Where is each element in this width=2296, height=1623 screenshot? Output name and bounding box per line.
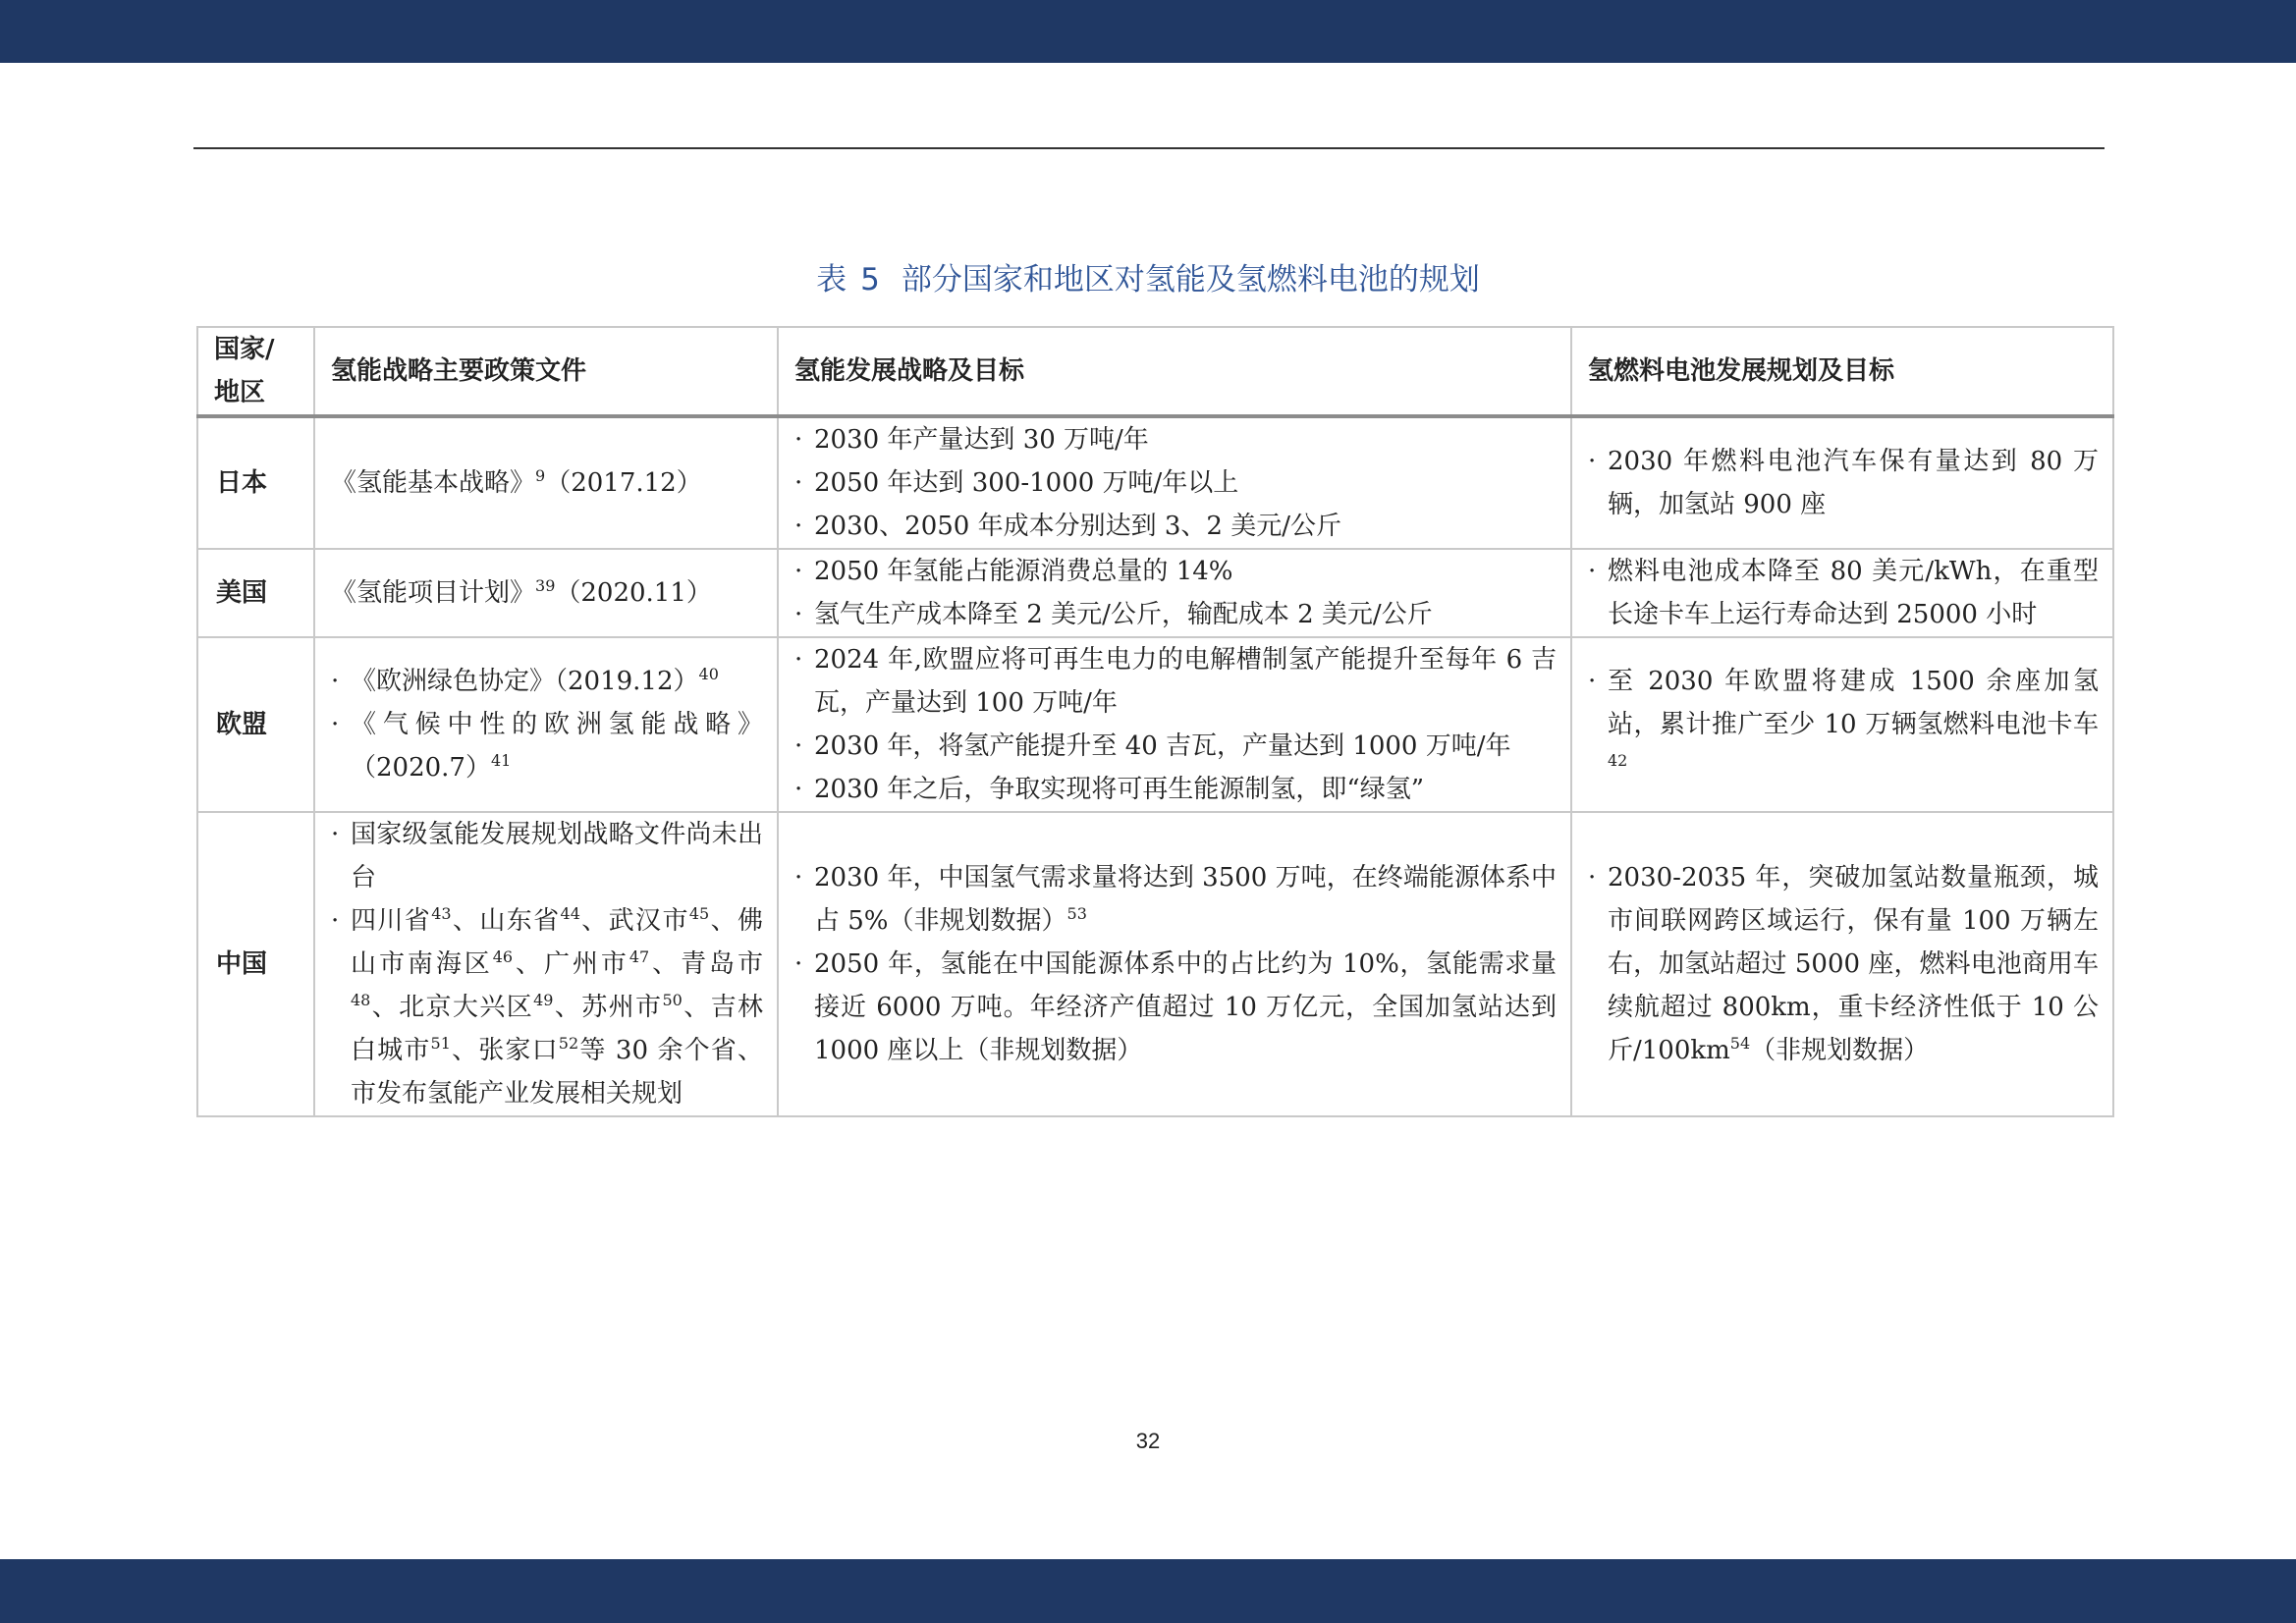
strategy-item: · 2024 年,欧盟应将可再生电力的电解槽制氢产能提升至每年 6 吉瓦，产量达到 100 万吨/年: [794, 638, 1557, 725]
policy-eu-1-text: 《欧洲绿色协定》（2019.12）: [351, 667, 699, 696]
country-japan: 日本: [197, 416, 314, 549]
strategy-item: · 2050 年达到 300-1000 万吨/年以上: [794, 461, 1557, 505]
fuel-cell-china: [1571, 812, 2113, 1116]
policy-china-ref: 49: [533, 991, 554, 1009]
header-fuel-cell: 氢燃料电池发展规划及目标: [1571, 327, 2113, 416]
policy-china-ref: 47: [629, 947, 650, 966]
table-header-row: [197, 327, 2113, 416]
strategy-item: · 氢气生产成本降至 2 美元/公斤，输配成本 2 美元/公斤: [794, 593, 1557, 636]
strategy-japan: [778, 416, 1571, 549]
policy-usa: [314, 549, 778, 637]
policy-china-region: 、北京大兴区: [370, 993, 534, 1022]
header-rule: [193, 147, 2105, 149]
fuel-cell-china-tail: （非规划数据）: [1750, 1036, 1930, 1065]
top-color-band: [0, 0, 2296, 63]
strategy-item: · 2030 年，将氢产能提升至 40 吉瓦，产量达到 1000 万吨/年: [794, 725, 1557, 768]
strategy-china-1-text: 2030 年，中国氢气需求量将达到 3500 万吨，在终端能源体系中占 5%（非规划数据）: [814, 863, 1557, 936]
header-strategy: 氢能发展战略及目标: [778, 327, 1571, 416]
policy-china-region: 、吉林白城市: [351, 993, 763, 1065]
policy-japan-text: 《氢能基本战略》: [331, 468, 536, 498]
country-eu: 欧盟: [197, 637, 314, 812]
fuel-cell-eu-ref: 42: [1608, 751, 1628, 770]
strategy-item: · 2030、2050 年成本分别达到 3、2 美元/公斤: [794, 505, 1557, 548]
strategy-item: [794, 856, 1557, 943]
fuel-cell-eu: [1571, 637, 2113, 812]
caption-title: 部分国家和地区对氢能及氢燃料电池的规划: [901, 262, 1480, 298]
policy-usa-date: （2020.11）: [555, 578, 712, 608]
policy-china-region: 、广州市: [513, 949, 629, 979]
policy-china-region: 四川省: [351, 906, 432, 936]
policy-china-region: 、张家口: [450, 1036, 559, 1065]
policy-japan-date: （2017.12）: [545, 468, 702, 498]
policy-china-ref: 50: [662, 991, 683, 1009]
policy-usa-text: 《氢能项目计划》: [331, 578, 536, 608]
policy-china-region: 等 30 余个省、市发布氢能产业发展相关规划: [351, 1036, 763, 1109]
policy-japan: [314, 416, 778, 549]
table-row-usa: [197, 549, 2113, 637]
policy-china-region: 、山东省: [451, 906, 561, 936]
policy-usa-ref: 39: [535, 576, 556, 595]
strategy-item: · 2030 年产量达到 30 万吨/年: [794, 418, 1557, 461]
policy-item: [331, 899, 763, 1115]
header-country-line2: 地区: [214, 378, 266, 407]
strategy-china: [778, 812, 1571, 1116]
policy-eu-2-text: 《气候中性的欧洲氢能战略》（2020.7）: [351, 710, 763, 783]
policy-china: [314, 812, 778, 1116]
strategy-item: · 2050 年，氢能在中国能源体系中的占比约为 10%，氢能需求量接近 6000 万吨。年经济产值超过 10 万亿元，全国加氢站达到 1000 座以上（非规划数据）: [794, 943, 1557, 1072]
fuel-cell-china-text: 2030-2035 年，突破加氢站数量瓶颈，城市间联网跨区域运行，保有量 100 万辆左右，加氢站超过 5000 座，燃料电池商用车续航超过 800km，重卡经济性低于 10 公斤/100km: [1608, 863, 2099, 1065]
strategy-eu: [778, 637, 1571, 812]
fuel-cell-usa: [1571, 549, 2113, 637]
strategy-item: · 2050 年氢能占能源消费总量的 14%: [794, 550, 1557, 593]
table-caption: [0, 254, 2296, 298]
policy-china-region: 、苏州市: [553, 993, 663, 1022]
country-china: 中国: [197, 812, 314, 1116]
header-country-line1: 国家/: [214, 335, 275, 364]
strategy-item: · 2030 年之后，争取实现将可再生能源制氢，即“绿氢”: [794, 768, 1557, 811]
fuel-cell-item: [1588, 660, 2099, 789]
fuel-cell-china-ref: 54: [1729, 1034, 1751, 1053]
policy-eu-2-ref: 41: [490, 751, 512, 770]
fuel-cell-eu-text: 至 2030 年欧盟将建成 1500 余座加氢站，累计推广至少 10 万辆氢燃料电池卡车: [1608, 667, 2099, 739]
country-usa: 美国: [197, 549, 314, 637]
strategy-china-1-ref: 53: [1066, 904, 1087, 923]
policy-china-ref: 44: [560, 904, 580, 923]
policy-japan-ref: 9: [535, 466, 546, 485]
header-country: [197, 327, 314, 416]
policy-china-region: 、青岛市: [649, 949, 763, 979]
policy-china-ref: 46: [492, 947, 514, 966]
fuel-cell-japan: [1571, 416, 2113, 549]
policy-item: [331, 660, 763, 703]
policy-china-ref: 52: [558, 1034, 579, 1053]
policy-china-region: 、武汉市: [579, 906, 689, 936]
strategy-usa: [778, 549, 1571, 637]
policy-china-ref: 43: [431, 904, 452, 923]
policy-eu: [314, 637, 778, 812]
policy-china-ref: 51: [430, 1034, 451, 1053]
policy-item: · 国家级氢能发展规划战略文件尚未出台: [331, 813, 763, 899]
header-policy: 氢能战略主要政策文件: [314, 327, 778, 416]
fuel-cell-item: · 燃料电池成本降至 80 美元/kWh，在重型长途卡车上运行寿命达到 25000 小时: [1588, 550, 2099, 636]
table-row-china: [197, 812, 2113, 1116]
fuel-cell-item: · 2030 年燃料电池汽车保有量达到 80 万辆，加氢站 900 座: [1588, 440, 2099, 526]
policy-china-region: 、佛山市南海区: [351, 906, 763, 979]
policy-china-ref: 45: [688, 904, 710, 923]
policy-item: [331, 703, 763, 789]
table-row-japan: [197, 416, 2113, 549]
policy-eu-1-ref: 40: [698, 665, 719, 683]
fuel-cell-item: [1588, 856, 2099, 1072]
hydrogen-plan-table: [196, 326, 2114, 1117]
table-row-eu: [197, 637, 2113, 812]
bottom-color-band: [0, 1559, 2296, 1623]
page-number: 32: [1135, 1429, 1161, 1453]
policy-china-ref: 48: [351, 991, 371, 1009]
caption-number: 5: [860, 262, 880, 298]
caption-prefix: 表: [816, 262, 847, 298]
